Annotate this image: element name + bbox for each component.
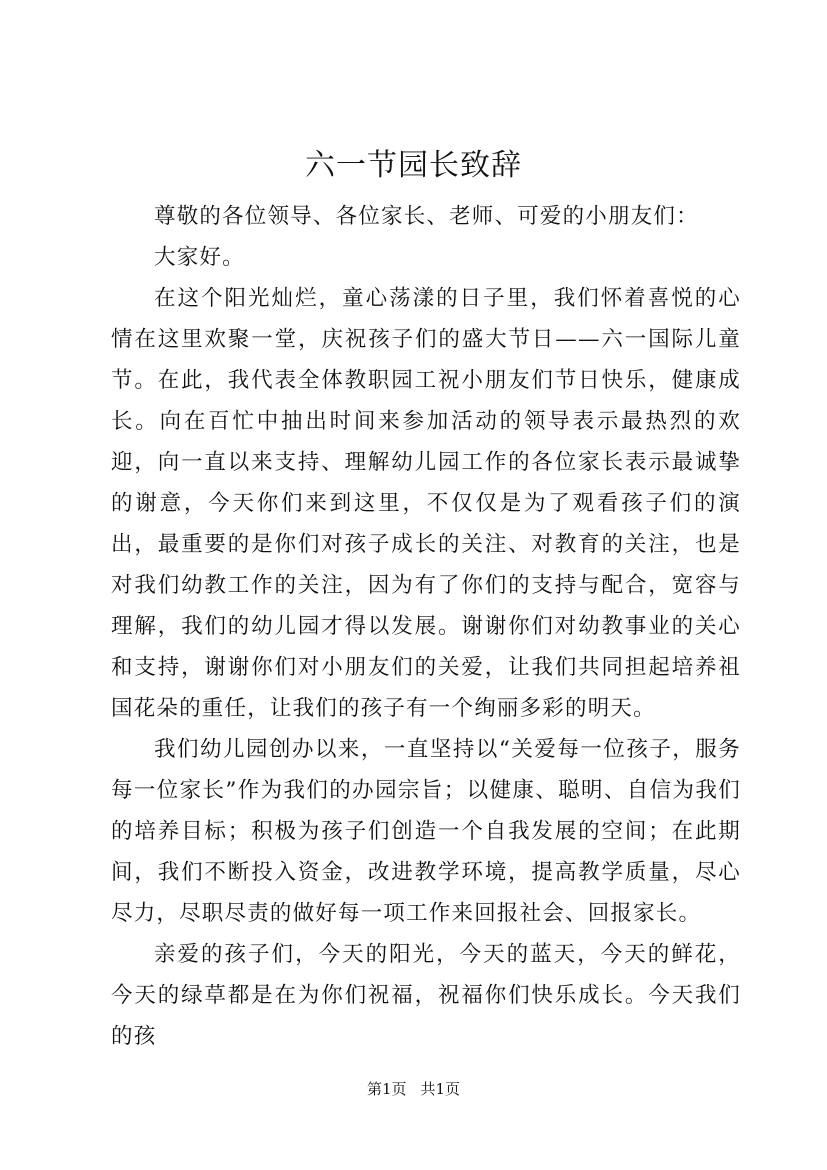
page-number-total: 共1页 — [420, 1080, 461, 1098]
document-body — [111, 196, 741, 1057]
greeting-paragraph: 大家好。 — [154, 245, 245, 270]
body-paragraph-1: 在这个阳光灿烂，童心荡漾的日子里，我们怀着喜悦的心情在这里欢聚一堂，庆祝孩子们的盛大节日——六一国际儿童节。在此，我代表全体教职园工祝小朋友们节日快乐，健康成长。向在百忙中抽出时间来参加活动的领导表示最热烈的欢迎，向一直以来支持、理解幼儿园工作的各位家长表示最诚挚的谢意，今天你们来到这里，不仅仅是为了观看孩子们的演出，最重要的是你们对孩子成长的关注、对教育的关注，也是对我们幼教工作的关注，因为有了你们的支持与配合，宽容与理解，我们的幼儿园才得以发展。谢谢你们对幼教事业的关心和支持，谢谢你们对小朋友们的关爱，让我们共同担起培养祖国花朵的重任，让我们的孩子有一个绚丽多彩的明天。 — [111, 286, 741, 721]
document-title: 六一节园长致辞 — [305, 148, 522, 183]
body-paragraph-2: 我们幼儿园创办以来，一直坚持以“关爱每一位孩子，服务每一位家长”作为我们的办园宗旨；以健康、聪明、自信为我们的培养目标；积极为孩子们创造一个自我发展的空间；在此期间，我们不断投入资金，改进教学环境，提高教学质量，尽心尽力，尽职尽责的做好每一项工作来回报社会、回报家长。 — [111, 737, 741, 926]
page-number-current: 第1页 — [366, 1080, 407, 1098]
page-footer — [0, 1079, 827, 1099]
salutation-paragraph: 尊敬的各位领导、各位家长、老师、可爱的小朋友们： — [154, 204, 699, 229]
body-paragraph-3: 亲爱的孩子们，今天的阳光，今天的蓝天，今天的鲜花，今天的绿草都是在为你们祝福，祝福你们快乐成长。今天我们的孩 — [111, 942, 741, 1049]
